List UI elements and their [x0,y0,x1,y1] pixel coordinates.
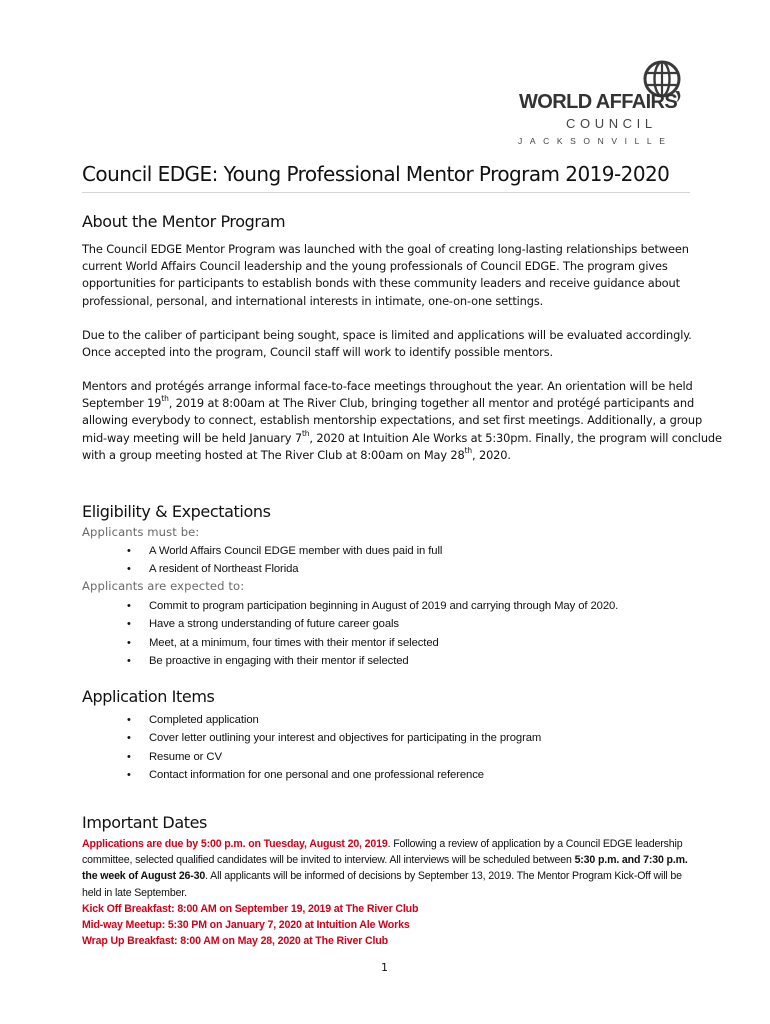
about-paragraph-1: The Council EDGE Mentor Program was launched with the goal of creating long-lasting relationships between current World Affairs Council leadership and the young professionals of Council EDGE. The program gives opportunities for participants to establish bonds with these community leaders and receive guidance about professional, personal, and international interests in intimate, one-on-one settings. [82,242,689,308]
midway-date: Mid-way Meetup: 5:30 PM on January 7, 2020 at Intuition Ale Works [82,919,410,932]
about-heading: About the Mentor Program [82,212,286,231]
due-date: Applications are due by 5:00 p.m. on Tuesday, August 20, 2019 [82,838,388,850]
list-item: • Have a strong understanding of future career goals [82,615,618,633]
logo-name: WORLD AFFAIRS [519,91,678,113]
page-number: 1 [381,961,388,974]
list-item: • Be proactive in engaging with their mentor if selected [82,652,618,670]
application-items-list [82,711,541,784]
interview-window: 5:30 p.m. and 7:30 p.m. the week of August 26-30 [82,854,688,883]
must-be-list [82,542,442,579]
kickoff-date: Kick Off Breakfast: 8:00 AM on September 19, 2019 at The River Club [82,902,419,915]
list-item: • Resume or CV [82,748,541,766]
about-paragraph-2: Due to the caliber of participant being sought, space is limited and applications will be evaluated accordingly. Once accepted into the program, Council staff will work to identify possible mentors. [82,328,692,360]
world-affairs-council-logo [512,58,692,152]
eligibility-heading: Eligibility & Expectations [82,502,271,521]
title-divider [82,192,690,193]
dates-heading: Important Dates [82,813,207,832]
page-title: Council EDGE: Young Professional Mentor Program 2019-2020 [82,162,670,186]
wrapup-date: Wrap Up Breakfast: 8:00 AM on May 28, 2020 at The River Club [82,935,388,948]
logo-council: COUNCIL [566,116,657,131]
list-item: • Cover letter outlining your interest and objectives for participating in the program [82,729,541,747]
list-item: • Completed application [82,711,541,729]
applicants-expected-label: Applicants are expected to: [82,579,245,593]
about-paragraph-3: Mentors and protégés arrange informal face-to-face meetings throughout the year. An orientation will be held September 19th, 2019 at 8:00am at The River Club, bringing together all mentor and protégé participants and allowing everybody to connect, establish mentorship expectations, and set first meetings. Additionally, a group mid-way meeting will be held January 7th, 2020 at Intuition Ale Works at 5:30pm. Finally, the program will conclude with a group meeting hosted at The River Club at 8:00am on May 28th, 2020. [82,379,722,462]
list-item: • Contact information for one personal and one professional reference [82,766,541,784]
list-item: • A resident of Northeast Florida [82,560,442,578]
important-dates-text: Applications are due by 5:00 p.m. on Tuesday, August 20, 2019. Following a review of application by a Council EDGE leadership committee, selected qualified candidates will be invited to interview. All interviews will be scheduled between 5:30 p.m. and 7:30 p.m. the week of August 26-30. All applicants will be informed of decisions by September 13, 2019. The Mentor Program Kick-Off will be held in late September. Kick Off Breakfast: 8:00 AM on September 19, 2019 at The River Club Mid-way Meetup: 5:30 PM on January 7, 2020 at Intuition Ale Works Wrap Up Breakfast: 8:00 AM on May 28, 2020 at The River Club [82,838,688,948]
application-heading: Application Items [82,687,215,706]
list-item: • Meet, at a minimum, four times with their mentor if selected [82,634,618,652]
expected-list [82,597,618,670]
list-item: • A World Affairs Council EDGE member with dues paid in full [82,542,442,560]
logo-city: JACKSONVILLE [518,136,673,146]
list-item: • Commit to program participation beginning in August of 2019 and carrying through May of 2020. [82,597,618,615]
applicants-must-label: Applicants must be: [82,525,200,539]
